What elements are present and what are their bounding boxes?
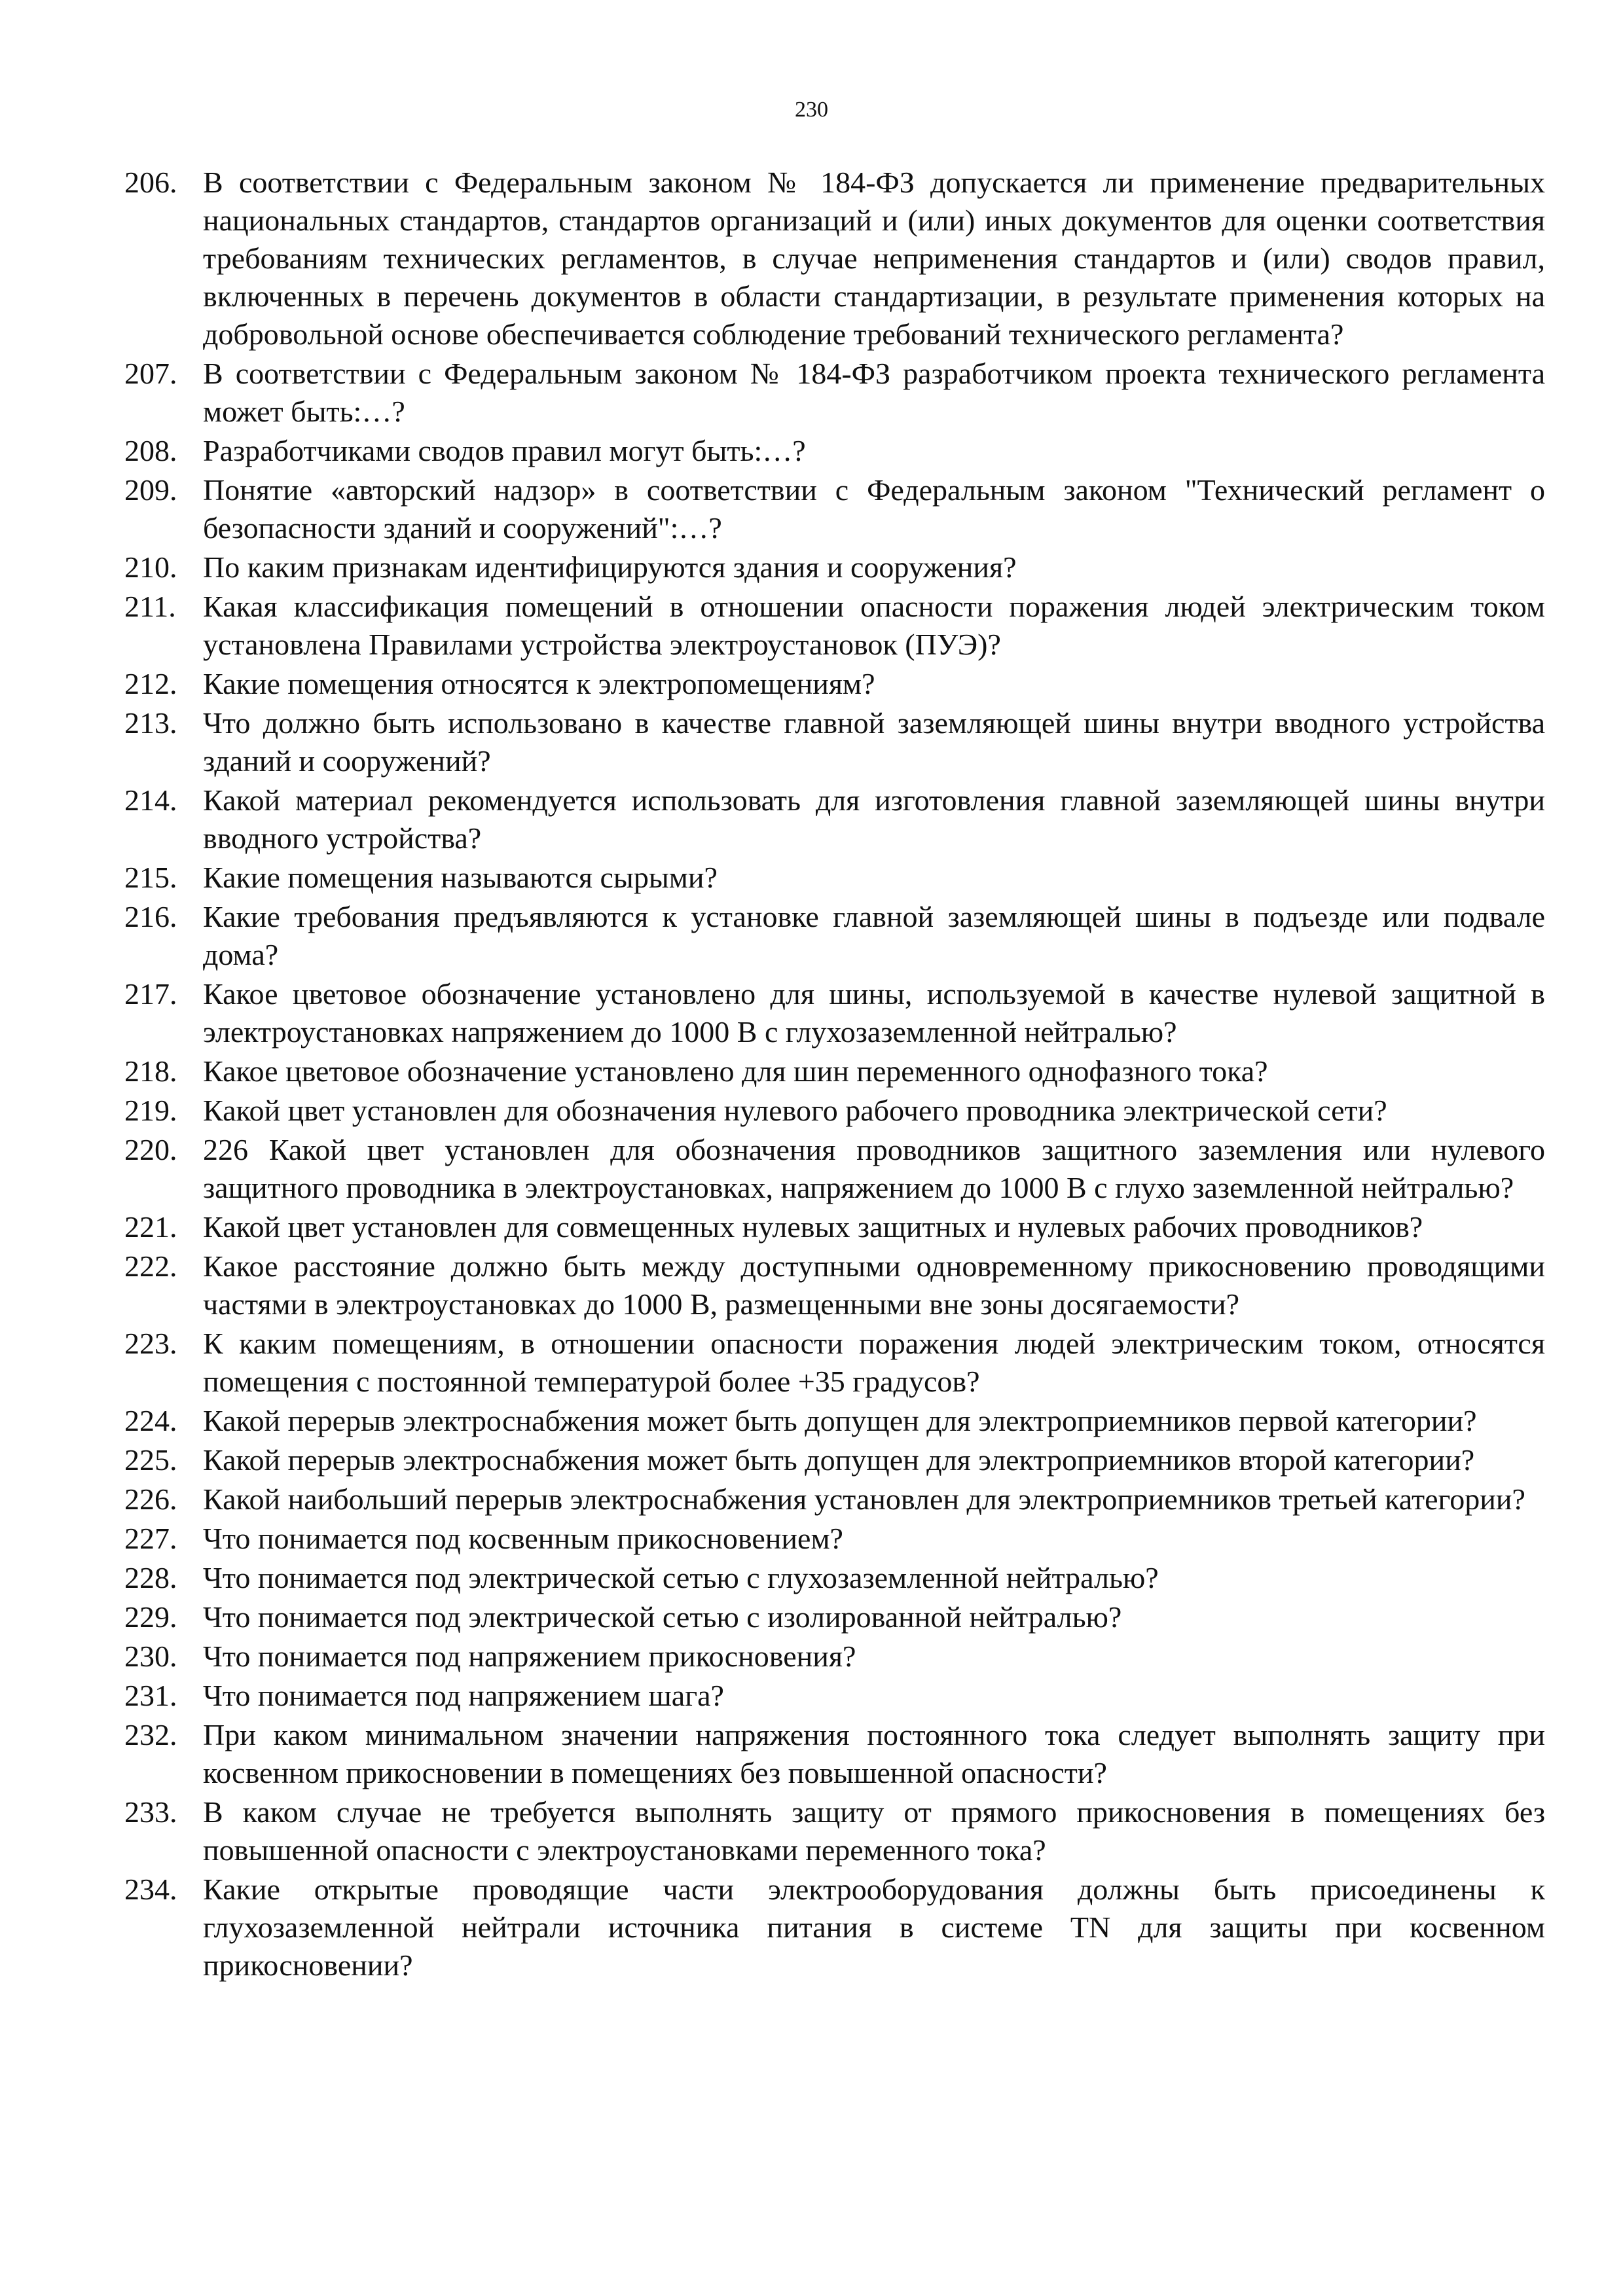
- question-text: Какой наибольший перерыв электроснабжения установлен для электроприемников третьей категории?: [203, 1482, 1525, 1516]
- question-item: [124, 1793, 1545, 1869]
- question-number: 230.: [124, 1640, 177, 1673]
- question-item: [124, 781, 1545, 857]
- page-number: 230: [795, 98, 828, 122]
- question-text: Понятие «авторский надзор» в соответствии с Федеральным законом "Технический регламент о безопасности зданий и сооружений":…?: [203, 473, 1545, 545]
- question-item: [124, 1520, 1545, 1558]
- question-number: 224.: [124, 1404, 177, 1437]
- question-list: [124, 164, 1545, 1986]
- question-number: 217.: [124, 977, 177, 1011]
- question-text: По каким признакам идентифицируются здания и сооружения?: [203, 550, 1017, 584]
- question-item: [124, 1325, 1545, 1401]
- question-number: 208.: [124, 434, 177, 467]
- question-number: 227.: [124, 1522, 177, 1555]
- question-item: [124, 1716, 1545, 1792]
- question-item: [124, 1052, 1545, 1090]
- question-item: [124, 1598, 1545, 1636]
- question-item: [124, 898, 1545, 974]
- question-text: В каком случае не требуется выполнять защиту от прямого прикосновения в помещениях без повышенной опасности с электроустановками переменного тока?: [203, 1795, 1545, 1867]
- question-item: [124, 1247, 1545, 1323]
- question-item: [124, 1402, 1545, 1440]
- question-item: [124, 665, 1545, 703]
- question-item: [124, 1208, 1545, 1246]
- question-item: [124, 471, 1545, 547]
- question-number: 226.: [124, 1482, 177, 1516]
- question-text: Что понимается под напряжением шага?: [203, 1679, 724, 1712]
- question-number: 211.: [124, 590, 176, 623]
- question-text: Какая классификация помещений в отношении опасности поражения людей электрическим током установлена Правилами устройства электроустановок (ПУЭ)?: [203, 590, 1545, 661]
- question-text: Что понимается под напряжением прикосновения?: [203, 1640, 856, 1673]
- question-text: Какое цветовое обозначение установлено для шины, используемой в качестве нулевой защитной в электроустановках напряжением до 1000 В с глухозаземленной нейтралью?: [203, 977, 1545, 1049]
- question-number: 207.: [124, 357, 177, 390]
- question-text: Что должно быть использовано в качестве главной заземляющей шины внутри вводного устройства зданий и сооружений?: [203, 706, 1545, 778]
- question-number: 231.: [124, 1679, 177, 1712]
- question-item: [124, 704, 1545, 780]
- question-text: Какие помещения относятся к электропомещениям?: [203, 667, 875, 700]
- question-item: [124, 164, 1545, 353]
- question-number: 216.: [124, 900, 177, 933]
- question-number: 223.: [124, 1327, 177, 1360]
- question-text: Какие требования предъявляются к установке главной заземляющей шины в подъезде или подвале дома?: [203, 900, 1545, 971]
- question-text: Какое расстояние должно быть между доступными одновременному прикосновению проводящими частями в электроустановках до 1000 В, размещенными вне зоны досягаемости?: [203, 1249, 1545, 1321]
- question-item: [124, 1131, 1545, 1207]
- question-number: 212.: [124, 667, 177, 700]
- question-number: 232.: [124, 1718, 177, 1751]
- question-item: [124, 1677, 1545, 1715]
- question-number: 220.: [124, 1133, 177, 1166]
- question-item: [124, 548, 1545, 586]
- question-number: 219.: [124, 1094, 177, 1127]
- question-number: 210.: [124, 550, 177, 584]
- question-text: Какие открытые проводящие части электрооборудования должны быть присоединены к глухозаземленной нейтрали источника питания в системе TN для защиты при косвенном прикосновении?: [203, 1873, 1545, 1982]
- question-item: [124, 355, 1545, 431]
- question-text: Какой цвет установлен для обозначения нулевого рабочего проводника электрической сети?: [203, 1094, 1387, 1127]
- question-number: 214.: [124, 783, 177, 817]
- question-number: 228.: [124, 1561, 177, 1594]
- question-number: 215.: [124, 861, 177, 894]
- question-number: 206.: [124, 166, 177, 199]
- question-text: Что понимается под электрической сетью с изолированной нейтралью?: [203, 1600, 1122, 1634]
- question-number: 225.: [124, 1443, 177, 1477]
- question-item: [124, 1871, 1545, 1984]
- question-text: 226 Какой цвет установлен для обозначения проводников защитного заземления или нулевого защитного проводника в электроустановках, напряжением до 1000 В с глухо заземленной нейтралью?: [203, 1133, 1545, 1204]
- question-text: Что понимается под косвенным прикосновением?: [203, 1522, 843, 1555]
- question-number: 229.: [124, 1600, 177, 1634]
- question-item: [124, 1441, 1545, 1479]
- question-item: [124, 1092, 1545, 1130]
- question-text: Какой перерыв электроснабжения может быть допущен для электроприемников второй категории?: [203, 1443, 1475, 1477]
- question-text: Что понимается под электрической сетью с глухозаземленной нейтралью?: [203, 1561, 1159, 1594]
- question-number: 213.: [124, 706, 177, 740]
- question-number: 233.: [124, 1795, 177, 1829]
- question-text: При каком минимальном значении напряжения постоянного тока следует выполнять защиту при косвенном прикосновении в помещениях без повышенной опасности?: [203, 1718, 1545, 1789]
- question-text: Разработчиками сводов правил могут быть:…?: [203, 434, 806, 467]
- question-text: Какой цвет установлен для совмещенных нулевых защитных и нулевых рабочих проводников?: [203, 1210, 1423, 1244]
- question-number: 222.: [124, 1249, 177, 1283]
- question-number: 221.: [124, 1210, 177, 1244]
- question-item: [124, 1480, 1545, 1518]
- question-text: В соответствии с Федеральным законом № 184-ФЗ допускается ли применение предварительных национальных стандартов, стандартов организаций и (или) иных документов для оценки соответствия требованиям технических регламентов, в случае неприменения стандартов и (или) сводов правил, включенных в перечень документов в области стандартизации, в результате применения которых на добровольной основе обеспечивается соблюдение требований технического регламента?: [203, 166, 1545, 351]
- question-item: [124, 1559, 1545, 1597]
- question-item: [124, 432, 1545, 470]
- question-item: [124, 588, 1545, 664]
- question-number: 209.: [124, 473, 177, 507]
- question-text: Какое цветовое обозначение установлено для шин переменного однофазного тока?: [203, 1054, 1268, 1088]
- question-item: [124, 975, 1545, 1051]
- question-number: 234.: [124, 1873, 177, 1906]
- question-number: 218.: [124, 1054, 177, 1088]
- question-text: Какой перерыв электроснабжения может быть допущен для электроприемников первой категории?: [203, 1404, 1477, 1437]
- question-text: Какой материал рекомендуется использовать для изготовления главной заземляющей шины внутри вводного устройства?: [203, 783, 1545, 855]
- question-text: В соответствии с Федеральным законом № 184-ФЗ разработчиком проекта технического регламента может быть:…?: [203, 357, 1545, 428]
- question-text: К каким помещениям, в отношении опасности поражения людей электрическим током, относятся помещения с постоянной температурой более +35 градусов?: [203, 1327, 1545, 1398]
- question-item: [124, 1638, 1545, 1676]
- question-item: [124, 859, 1545, 897]
- question-text: Какие помещения называются сырыми?: [203, 861, 718, 894]
